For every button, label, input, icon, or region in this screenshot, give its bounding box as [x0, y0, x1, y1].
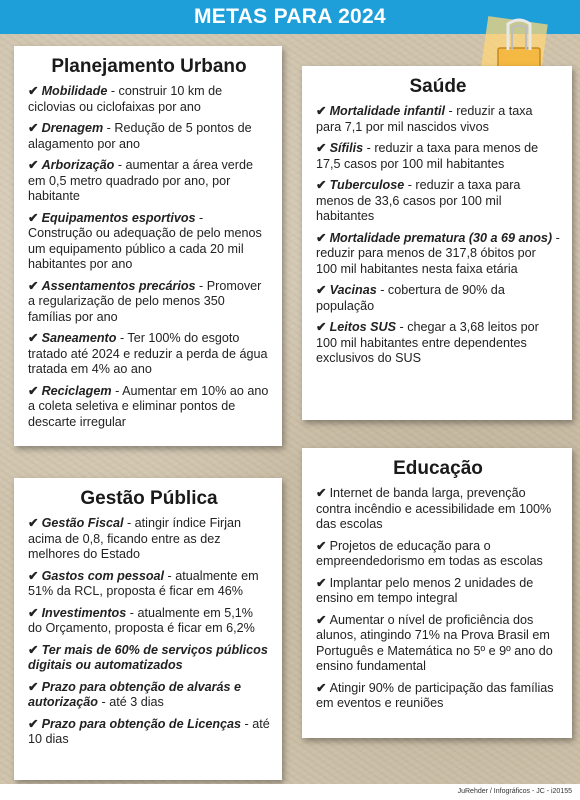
item-key: Equipamentos esportivos	[41, 210, 196, 225]
item-text: - cobertura de 90% da população	[316, 283, 505, 313]
item-text: - até 10 dias	[28, 716, 270, 746]
check-icon: ✔	[316, 178, 327, 192]
item-text: - aumentar a área verde em 0,5 metro quadrado por ano, por habitante	[28, 158, 253, 203]
item-key: Arborização	[41, 158, 115, 172]
check-icon: ✔	[316, 538, 327, 553]
item-text: - Construção ou adequação de pelo menos um equipamento público a cada 20 mil habitantes por ano	[28, 210, 262, 271]
item-text: - reduzir a taxa para menos de 17,5 casos por 100 mil habitantes	[316, 141, 539, 171]
check-icon: ✔	[28, 679, 39, 694]
list-item	[28, 384, 270, 431]
check-icon: ✔	[28, 642, 39, 657]
check-icon: ✔	[28, 383, 39, 398]
check-icon: ✔	[316, 230, 327, 245]
list-item	[316, 320, 560, 367]
item-text: Implantar pelo menos 2 unidades de ensino em tempo integral	[316, 575, 534, 605]
footer-credit: JuRehder / Infográficos - JC - i20155	[0, 784, 580, 800]
check-icon: ✔	[316, 680, 327, 695]
list-item	[316, 178, 560, 225]
card-title: Planejamento Urbano	[51, 56, 247, 77]
list-item	[28, 516, 270, 563]
check-icon: ✔	[316, 283, 327, 297]
item-text: - atualmente em 5,1% do Orçamento, proposta é ficar em 6,2%	[28, 605, 255, 635]
list-item	[28, 680, 270, 711]
page-title: METAS PARA 2024	[0, 0, 580, 34]
item-key: Mobilidade	[41, 84, 108, 98]
card-gestao-publica	[14, 478, 282, 780]
check-icon: ✔	[28, 516, 39, 530]
item-text: - chegar a 3,68 leitos por 100 mil habitantes entre dependentes exclusivos do SUS	[316, 320, 539, 365]
card-saude	[302, 66, 572, 420]
check-icon: ✔	[316, 575, 327, 590]
list-item	[316, 576, 560, 607]
item-key: Prazo para obtenção de Licenças	[41, 716, 242, 731]
list-item	[316, 613, 560, 675]
card-planejamento-urbano	[14, 46, 282, 446]
item-key: Saneamento	[41, 331, 117, 345]
check-icon: ✔	[28, 278, 39, 293]
item-key: Investimentos	[41, 605, 127, 620]
list-item	[28, 211, 270, 273]
card-educacao	[302, 448, 572, 738]
item-key: Prazo para obtenção de alvarás e autorização	[28, 679, 242, 709]
item-key: Tuberculose	[329, 178, 405, 192]
check-icon: ✔	[316, 486, 327, 500]
item-key: Leitos SUS	[329, 320, 397, 334]
item-key: Ter mais de 60% de serviços públicos digitais ou automatizados	[28, 642, 268, 672]
list-item	[28, 643, 270, 674]
check-icon: ✔	[28, 210, 39, 225]
check-icon: ✔	[316, 612, 327, 627]
item-key: Reciclagem	[41, 383, 112, 398]
card-title: Gestão Pública	[80, 488, 218, 509]
check-icon: ✔	[28, 605, 39, 620]
list-item	[316, 486, 560, 533]
item-key: Gastos com pessoal	[41, 568, 165, 583]
check-icon: ✔	[316, 104, 327, 118]
item-key: Drenagem	[41, 121, 104, 135]
list-item	[28, 717, 270, 748]
check-icon: ✔	[28, 331, 39, 345]
list-item	[316, 141, 560, 172]
item-key: Mortalidade prematura (30 a 69 anos)	[329, 230, 553, 245]
list-item	[316, 539, 560, 570]
item-text: - reduzir para menos de 317,8 óbitos por 100 mil habitantes nesta faixa etária	[316, 230, 560, 276]
item-text: - atualmente em 51% da RCL, proposta é ficar em 46%	[28, 568, 259, 598]
item-text: - Aumentar em 10% ao ano a coleta seletiva e eliminar pontos de descarte irregular	[28, 383, 269, 429]
list-item	[28, 331, 270, 378]
item-text: - reduzir a taxa para 7,1 por mil nascidos vivos	[316, 104, 533, 134]
list-item	[316, 104, 560, 135]
item-text: - Ter 100% do esgoto tratado até 2024 e reduzir a perda de água tratada em 4% ao ano	[28, 331, 268, 376]
item-key: Sífilis	[329, 141, 364, 155]
item-text: - Redução de 5 pontos de alagamento por ano	[28, 121, 252, 151]
list-item	[28, 569, 270, 600]
list-item	[28, 84, 270, 115]
item-key: Mortalidade infantil	[329, 104, 446, 118]
item-text: - até 3 dias	[98, 695, 164, 709]
item-text: Projetos de educação para o empreendedorismo em todas as escolas	[316, 538, 543, 568]
list-item	[28, 121, 270, 152]
item-key: Vacinas	[329, 283, 377, 297]
list-item	[28, 279, 270, 326]
item-key: Gestão Fiscal	[41, 516, 124, 530]
check-icon: ✔	[28, 568, 39, 583]
item-text: Atingir 90% de participação das famílias em eventos e reuniões	[316, 680, 554, 710]
check-icon: ✔	[28, 84, 39, 98]
check-icon: ✔	[28, 716, 39, 731]
list-item	[28, 606, 270, 637]
card-title: Saúde	[409, 76, 467, 97]
list-item	[316, 283, 560, 314]
check-icon: ✔	[28, 121, 39, 135]
check-icon: ✔	[28, 158, 39, 172]
item-key: Assentamentos precários	[41, 278, 196, 293]
list-item	[316, 681, 560, 712]
item-text: Internet de banda larga, prevenção contra incêndio e acessibilidade em 100% das escolas	[316, 486, 552, 531]
list-item	[316, 231, 560, 278]
item-text: - Promover a regularização de pelo menos 350 famílias por ano	[28, 278, 262, 324]
item-text: - reduzir a taxa para menos de 33,6 casos por 100 mil habitantes	[316, 178, 521, 223]
list-item	[28, 158, 270, 205]
item-text: - atingir índice Firjan acima de 0,8, ficando entre as dez melhores do Estado	[28, 516, 242, 561]
item-text: - construir 10 km de ciclovias ou ciclofaixas por ano	[28, 84, 223, 114]
check-icon: ✔	[316, 141, 327, 155]
check-icon: ✔	[316, 320, 327, 334]
card-title: Educação	[393, 458, 483, 479]
item-text: Aumentar o nível de proficiência dos alunos, atingindo 71% na Prova Brasil em Português e Matemática no 5º e 9º ano do ensino fundamental	[316, 612, 553, 673]
